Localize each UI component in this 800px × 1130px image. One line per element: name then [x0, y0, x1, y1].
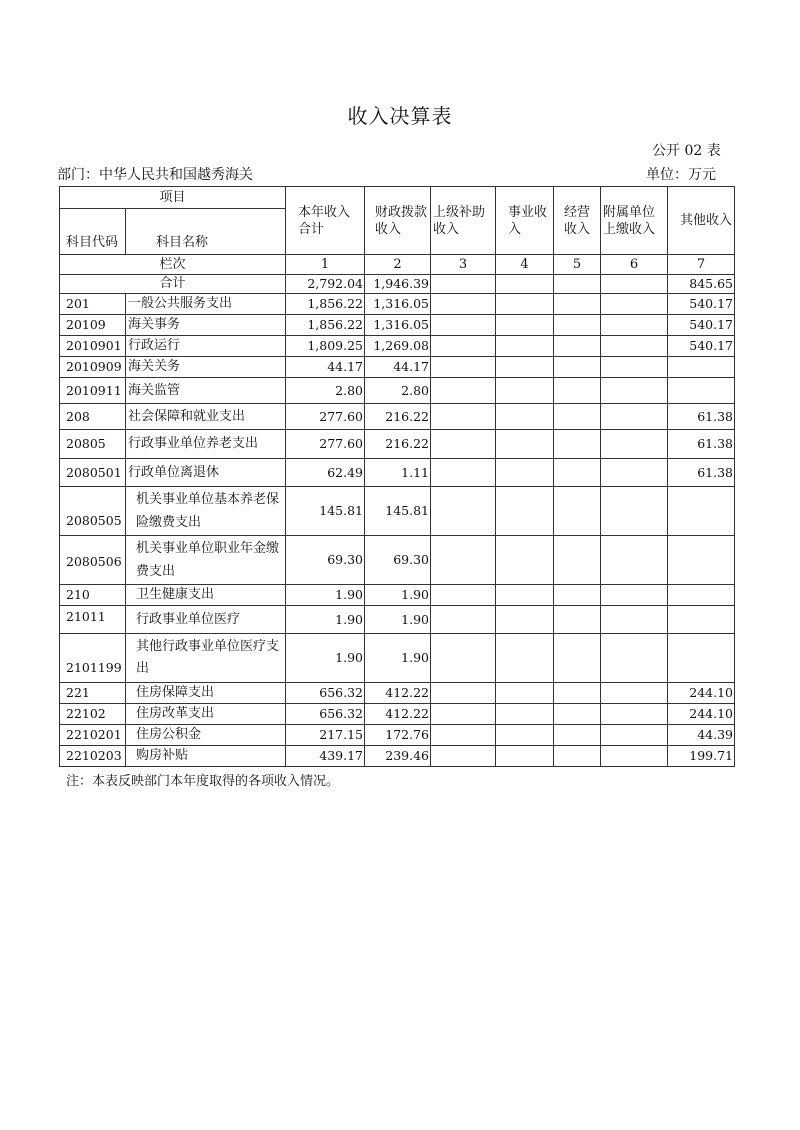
row-c7: 540.17 — [668, 315, 735, 336]
row-c2: 69.30 — [365, 536, 431, 585]
header-col2: 财政拨款收入 — [365, 187, 431, 255]
row-c2: 1.11 — [365, 459, 431, 487]
row-c1: 2.80 — [286, 378, 365, 404]
row-name: 机关事业单位职业年金缴费支出 — [126, 536, 286, 585]
row-c1: 1.90 — [286, 585, 365, 606]
header-col3: 上级补助收入 — [431, 187, 496, 255]
row-name: 海关关务 — [126, 357, 286, 378]
row-c1: 656.32 — [286, 704, 365, 725]
total-c3 — [431, 275, 496, 294]
row-c1: 439.17 — [286, 746, 365, 767]
table-row-total — [60, 275, 735, 294]
table-row — [60, 315, 735, 336]
row-c2: 44.17 — [365, 357, 431, 378]
row-c7 — [668, 585, 735, 606]
page-title: 收入决算表 — [347, 104, 453, 128]
row-name: 行政事业单位养老支出 — [126, 430, 286, 459]
row-c2: 1.90 — [365, 634, 431, 683]
header-col4: 事业收入 — [496, 187, 554, 255]
row-c1: 217.15 — [286, 725, 365, 746]
form-number: 公开 02 表 — [652, 143, 721, 159]
total-c6 — [601, 275, 668, 294]
row-code: 201 — [60, 294, 126, 315]
row-c7 — [668, 357, 735, 378]
row-c7: 540.17 — [668, 294, 735, 315]
row-code: 21011 — [60, 606, 126, 634]
row-code: 2080501 — [60, 459, 126, 487]
table-row — [60, 404, 735, 430]
row-code: 2010911 — [60, 378, 126, 404]
header-name: 科目名称 — [126, 209, 286, 255]
row-c7: 244.10 — [668, 704, 735, 725]
table-row — [60, 634, 735, 683]
row-name: 住房公积金 — [126, 725, 286, 746]
table-row — [60, 336, 735, 357]
header-code: 科目代码 — [60, 209, 126, 255]
seq-1: 1 — [286, 255, 365, 275]
total-c1: 2,792.04 — [286, 275, 365, 294]
row-c2: 216.22 — [365, 404, 431, 430]
row-c7: 540.17 — [668, 336, 735, 357]
row-c7: 199.71 — [668, 746, 735, 767]
total-c5 — [554, 275, 601, 294]
row-name: 行政事业单位医疗 — [126, 606, 286, 634]
row-code: 2010909 — [60, 357, 126, 378]
table-row — [60, 746, 735, 767]
row-c2: 239.46 — [365, 746, 431, 767]
row-name: 卫生健康支出 — [126, 585, 286, 606]
table-row — [60, 459, 735, 487]
row-name: 住房保障支出 — [126, 683, 286, 704]
row-c2: 2.80 — [365, 378, 431, 404]
seq-2: 2 — [365, 255, 431, 275]
row-c7: 61.38 — [668, 404, 735, 430]
header-col5: 经营收入 — [554, 187, 601, 255]
row-c1: 1,809.25 — [286, 336, 365, 357]
row-c1: 1.90 — [286, 634, 365, 683]
table-row — [60, 294, 735, 315]
row-c2: 1,316.05 — [365, 315, 431, 336]
row-code: 2210203 — [60, 746, 126, 767]
table-row — [60, 357, 735, 378]
unit-label: 单位：万元 — [646, 167, 716, 183]
row-code: 2080505 — [60, 487, 126, 536]
row-name: 社会保障和就业支出 — [126, 404, 286, 430]
header-col6: 附属单位上缴收入 — [601, 187, 668, 255]
department-label: 部门：中华人民共和国越秀海关 — [57, 167, 253, 183]
row-name: 海关监管 — [126, 378, 286, 404]
row-code: 210 — [60, 585, 126, 606]
table-row — [60, 378, 735, 404]
row-c1: 1,856.22 — [286, 315, 365, 336]
row-c2: 145.81 — [365, 487, 431, 536]
row-c2: 1.90 — [365, 585, 431, 606]
row-code: 2080506 — [60, 536, 126, 585]
table-row — [60, 487, 735, 536]
table-row — [60, 536, 735, 585]
row-name: 住房改革支出 — [126, 704, 286, 725]
row-c7 — [668, 536, 735, 585]
seq-4: 4 — [496, 255, 554, 275]
total-label: 合计 — [60, 275, 286, 294]
row-code: 2010901 — [60, 336, 126, 357]
row-c7 — [668, 487, 735, 536]
row-code: 20805 — [60, 430, 126, 459]
row-code: 2101199 — [60, 634, 126, 683]
row-c2: 1.90 — [365, 606, 431, 634]
row-c2: 172.76 — [365, 725, 431, 746]
row-c1: 44.17 — [286, 357, 365, 378]
row-name: 行政单位离退休 — [126, 459, 286, 487]
row-c7: 244.10 — [668, 683, 735, 704]
row-c1: 1,856.22 — [286, 294, 365, 315]
row-c2: 412.22 — [365, 683, 431, 704]
row-c1: 277.60 — [286, 404, 365, 430]
total-c2: 1,946.39 — [365, 275, 431, 294]
row-c2: 1,269.08 — [365, 336, 431, 357]
row-c2: 1,316.05 — [365, 294, 431, 315]
row-c1: 62.49 — [286, 459, 365, 487]
table-note: 注：本表反映部门本年度取得的各项收入情况。 — [66, 774, 340, 789]
row-code: 2210201 — [60, 725, 126, 746]
row-c7 — [668, 378, 735, 404]
total-c4 — [496, 275, 554, 294]
table-row — [60, 683, 735, 704]
seq-label: 栏次 — [60, 255, 286, 275]
row-name: 行政运行 — [126, 336, 286, 357]
seq-7: 7 — [668, 255, 735, 275]
total-c7: 845.65 — [668, 275, 735, 294]
row-c1: 656.32 — [286, 683, 365, 704]
row-code: 208 — [60, 404, 126, 430]
row-c1: 69.30 — [286, 536, 365, 585]
header-col1: 本年收入合计 — [286, 187, 365, 255]
row-c7: 44.39 — [668, 725, 735, 746]
row-name: 购房补贴 — [126, 746, 286, 767]
seq-5: 5 — [554, 255, 601, 275]
table-row — [60, 725, 735, 746]
seq-6: 6 — [601, 255, 668, 275]
seq-3: 3 — [431, 255, 496, 275]
table-row — [60, 585, 735, 606]
row-c1: 1.90 — [286, 606, 365, 634]
header-item: 项目 — [60, 187, 286, 209]
row-c7: 61.38 — [668, 430, 735, 459]
table-row — [60, 606, 735, 634]
header-col7: 其他收入 — [668, 187, 735, 255]
row-c7 — [668, 634, 735, 683]
row-name: 其他行政事业单位医疗支出 — [126, 634, 286, 683]
table-row — [60, 704, 735, 725]
row-code: 20109 — [60, 315, 126, 336]
row-c7: 61.38 — [668, 459, 735, 487]
row-name: 机关事业单位基本养老保险缴费支出 — [126, 487, 286, 536]
row-c7 — [668, 606, 735, 634]
row-name: 一般公共服务支出 — [126, 294, 286, 315]
table-row — [60, 430, 735, 459]
row-c2: 216.22 — [365, 430, 431, 459]
row-c1: 145.81 — [286, 487, 365, 536]
row-code: 22102 — [60, 704, 126, 725]
row-code: 221 — [60, 683, 126, 704]
row-name: 海关事务 — [126, 315, 286, 336]
row-c1: 277.60 — [286, 430, 365, 459]
income-table — [59, 186, 735, 767]
row-c2: 412.22 — [365, 704, 431, 725]
